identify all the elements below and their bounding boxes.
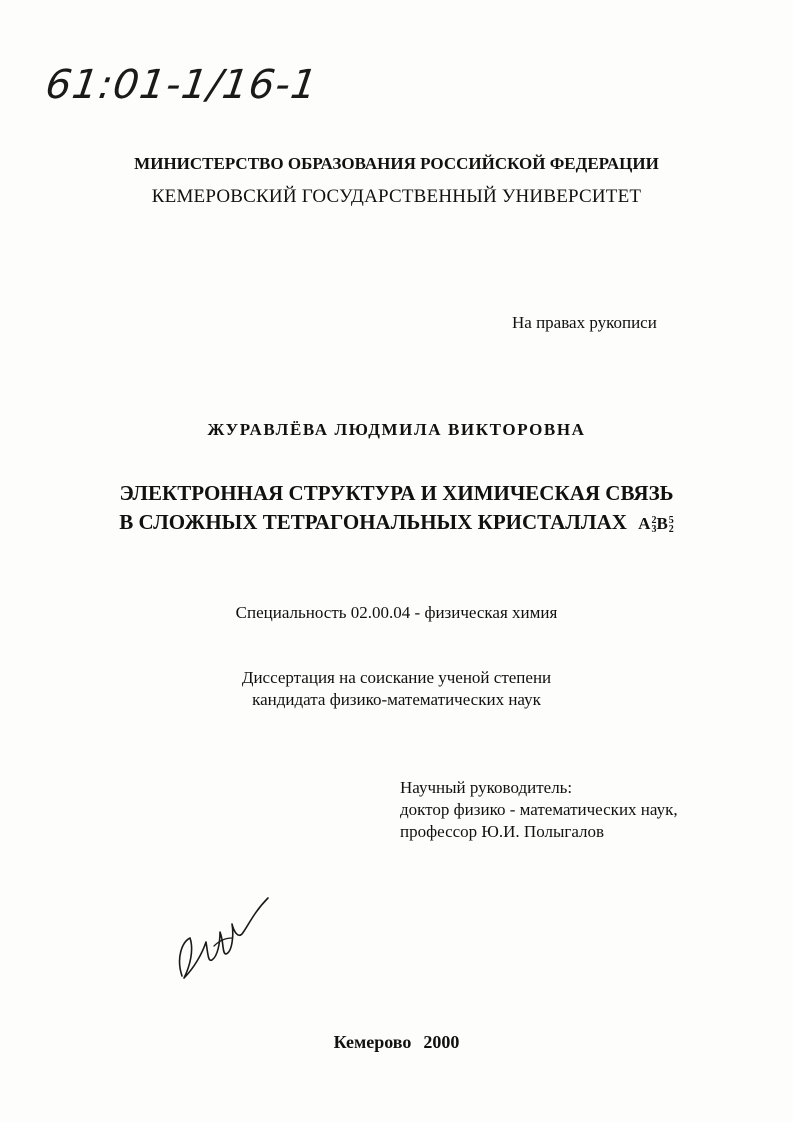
dissertation-title-text: В СЛОЖНЫХ ТЕТРАГОНАЛЬНЫХ КРИСТАЛЛАХ [119, 510, 627, 534]
place-and-year [0, 1032, 793, 1053]
handwritten-archive-code: 61:01-1/16-1 [42, 62, 321, 108]
advisor-degree: доктор физико - математических наук, [400, 800, 678, 819]
handwritten-signature [168, 880, 278, 990]
year: 2000 [423, 1032, 460, 1052]
degree-statement-line-1: Диссертация на соискание ученой степени [241, 668, 552, 687]
formula-a-subscript: 3 [651, 524, 657, 536]
ministry-heading: МИНИСТЕРСТВО ОБРАЗОВАНИЯ РОССИЙСКОЙ ФЕДЕРАЦИИ [134, 154, 659, 173]
advisor-label: Научный руководитель: [400, 778, 573, 797]
formula-a-superscript: 2 [651, 515, 657, 527]
formula-element-b: B [656, 514, 668, 533]
formula-element-a: A [638, 514, 651, 533]
dissertation-title-line-1: ЭЛЕКТРОННАЯ СТРУКТУРА И ХИМИЧЕСКАЯ СВЯЗЬ [119, 481, 674, 505]
degree-statement-line-2: кандидата физико-математических наук [252, 690, 541, 709]
author-name: ЖУРАВЛЁВА ЛЮДМИЛА ВИКТОРОВНА [207, 420, 586, 439]
city: Кемерово [333, 1032, 412, 1052]
formula-b-subscript: 2 [668, 524, 674, 536]
formula-b-superscript: 5 [668, 515, 674, 527]
specialty-line: Специальность 02.00.04 - физическая химия [235, 603, 558, 622]
crystal-formula [638, 514, 674, 534]
dissertation-title-line-2 [0, 510, 793, 535]
scientific-advisor-block [400, 777, 678, 843]
manuscript-note: На правах рукописи [512, 313, 657, 332]
university-heading: КЕМЕРОВСКИЙ ГОСУДАРСТВЕННЫЙ УНИВЕРСИТЕТ [151, 186, 642, 207]
advisor-name: профессор Ю.И. Полыгалов [400, 822, 605, 841]
formula-b-indices [669, 516, 674, 534]
